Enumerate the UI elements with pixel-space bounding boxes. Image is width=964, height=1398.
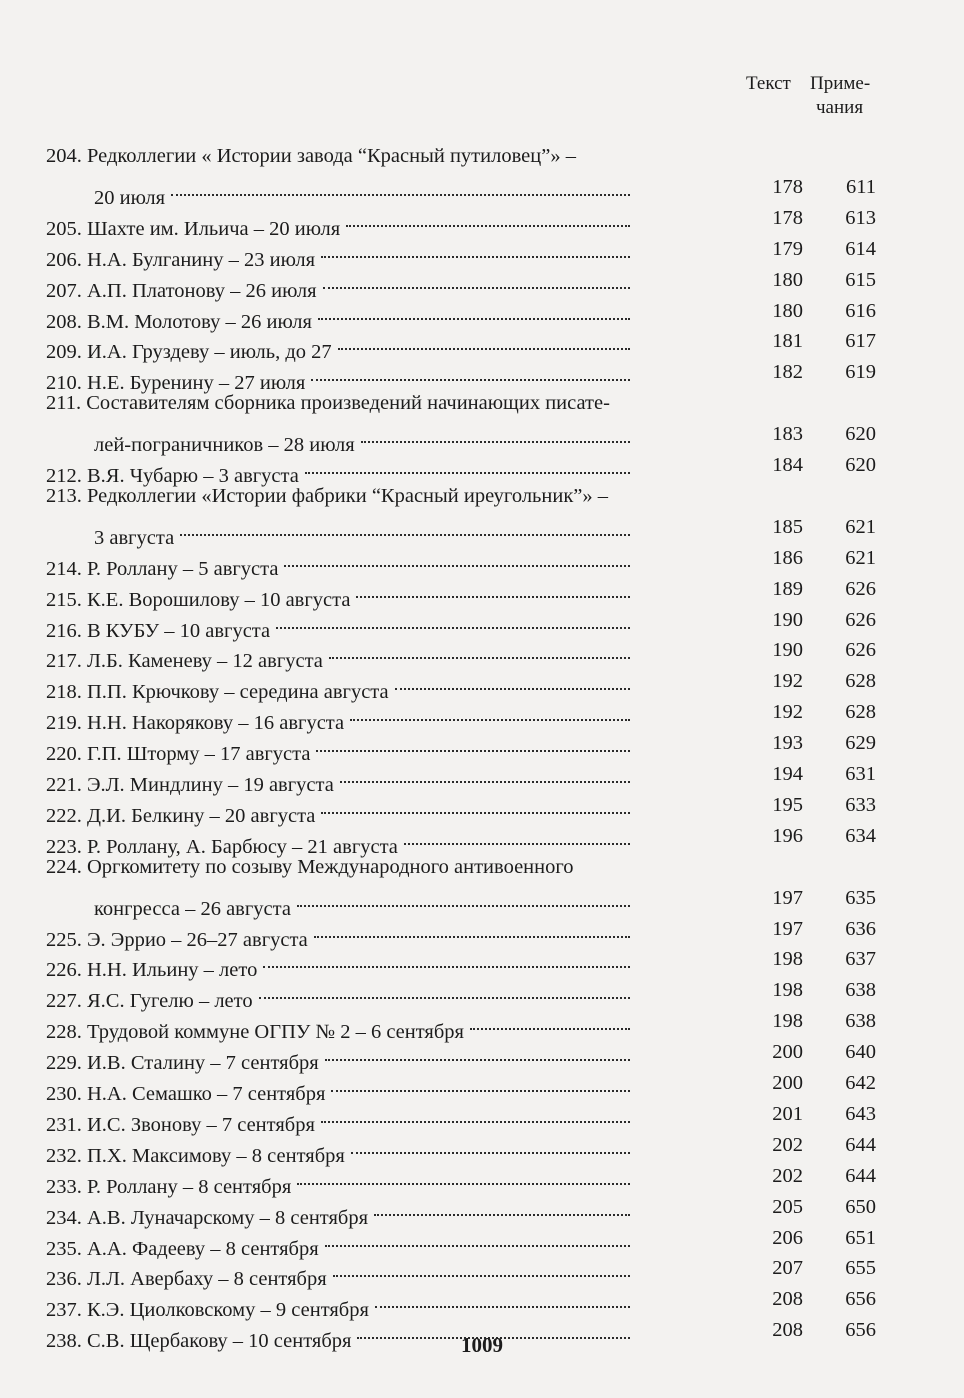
entry-title: П.Х. Максимову – 8 сентября [87, 1144, 345, 1167]
entry-title: Н.А. Булганину – 23 июля [87, 248, 316, 271]
entry-title: Н.Е. Буренину – 27 июля [87, 372, 306, 395]
entry-title: 3 августа [94, 526, 175, 549]
notes-page-number: 656 [845, 1319, 876, 1342]
notes-page-number: 628 [845, 670, 876, 693]
notes-page-number: 626 [845, 608, 876, 631]
notes-page-number: 617 [845, 330, 876, 353]
dot-leader [346, 195, 630, 227]
text-page-number: 181 [772, 330, 803, 353]
dot-leader [325, 1215, 630, 1247]
entry-number: 214. [46, 557, 82, 580]
index-entry-line [46, 821, 876, 858]
dot-leader [311, 349, 630, 381]
dot-leader [375, 1276, 630, 1308]
dot-leader [351, 1122, 630, 1154]
text-page-number: 190 [772, 608, 803, 631]
entry-number: 212. [46, 465, 82, 487]
notes-page-number: 619 [845, 361, 876, 384]
notes-page-number: 626 [845, 639, 876, 662]
text-page-number: 202 [772, 1133, 803, 1156]
text-page-number: 201 [772, 1102, 803, 1125]
entry-title: Р. Роллану – 5 августа [87, 557, 279, 580]
entry-number: 227. [46, 990, 82, 1013]
entry-title: Шахте им. Ильича – 20 июля [87, 217, 341, 240]
entry-title: К.Е. Ворошилову – 10 августа [87, 588, 351, 611]
notes-page-number: 620 [845, 454, 876, 476]
text-page-number: 178 [772, 175, 803, 198]
entry-number: 220. [46, 743, 82, 766]
text-page-number: 185 [772, 515, 803, 538]
entry-number: 233. [46, 1175, 82, 1198]
text-page-number: 189 [772, 577, 803, 600]
dot-leader [263, 936, 630, 968]
text-page-number: 205 [772, 1195, 803, 1218]
dot-leader [356, 566, 630, 598]
entry-number: 213. [46, 484, 82, 507]
dot-leader [323, 257, 630, 289]
dot-leader [318, 288, 630, 320]
notes-page-number: 644 [845, 1164, 876, 1187]
notes-page-number: 638 [845, 979, 876, 1002]
dot-leader [338, 318, 630, 350]
entry-title: Р. Роллану – 8 сентября [87, 1175, 292, 1198]
notes-page-number: 635 [845, 886, 876, 909]
entry-number: 222. [46, 804, 82, 827]
dot-leader [361, 411, 630, 443]
notes-page-number: 650 [845, 1195, 876, 1218]
notes-page-number: 655 [845, 1257, 876, 1280]
text-page-number: 186 [772, 546, 803, 569]
dot-leader [331, 1060, 630, 1092]
entry-number: 224. [46, 855, 82, 878]
text-page-number: 208 [772, 1288, 803, 1311]
text-page-number: 198 [772, 1010, 803, 1033]
text-page-number: 208 [772, 1319, 803, 1342]
notes-page-number: 644 [845, 1133, 876, 1156]
entry-title: И.В. Сталину – 7 сентября [87, 1052, 319, 1075]
notes-page-number: 651 [845, 1226, 876, 1249]
notes-page-number: 638 [845, 1010, 876, 1033]
entry-title: конгресса – 26 августа [94, 897, 291, 920]
text-page-number: 200 [772, 1072, 803, 1094]
notes-page-number: 637 [845, 948, 876, 971]
text-page-number: 196 [772, 824, 803, 847]
notes-page-number: 621 [845, 546, 876, 569]
notes-page-number: 631 [845, 763, 876, 785]
entry-number: 207. [46, 279, 82, 302]
entry-title: Н.А. Семашко – 7 сентября [87, 1083, 326, 1105]
entry-title: В.М. Молотову – 26 июля [87, 310, 312, 333]
entry-number: 208. [46, 310, 82, 333]
entry-number: 215. [46, 588, 82, 611]
dot-leader [305, 442, 630, 474]
dot-leader [297, 1153, 630, 1185]
entry-number: 232. [46, 1144, 82, 1167]
text-page-number: 192 [772, 701, 803, 724]
entry-number: 235. [46, 1237, 82, 1260]
dot-leader [171, 164, 630, 196]
text-page-number: 198 [772, 948, 803, 971]
notes-page-number: 629 [845, 732, 876, 755]
notes-page-number: 633 [845, 793, 876, 816]
entry-number: 204. [46, 145, 82, 167]
entry-title: Л.Л. Авербаху – 8 сентября [87, 1268, 327, 1291]
notes-page-number: 643 [845, 1102, 876, 1125]
notes-page-number: 642 [845, 1072, 876, 1094]
dot-leader [470, 998, 630, 1030]
entry-number: 230. [46, 1083, 82, 1105]
notes-page-number: 621 [845, 515, 876, 538]
entry-number: 223. [46, 835, 82, 858]
entry-title: Редколлегии « Истории завода “Красный путиловец”» – [87, 145, 576, 167]
text-page-number: 180 [772, 299, 803, 322]
entry-title: И.С. Звонову – 7 сентября [87, 1113, 315, 1136]
text-page-number: 202 [772, 1164, 803, 1187]
entry-number: 238. [46, 1330, 82, 1353]
text-page-number: 180 [772, 268, 803, 291]
entry-title: Г.П. Штормy – 17 августа [87, 743, 311, 766]
entry-title: А.В. Луначарскому – 8 сентября [87, 1206, 369, 1229]
dot-leader [325, 1029, 630, 1061]
index-entry-line [46, 450, 876, 487]
dot-leader [404, 813, 630, 845]
entry-title: Оргкомитету по созыву Международного антивоенного [87, 855, 574, 878]
column-header-notes-line2: чания [816, 97, 864, 118]
entry-title: П.П. Крючкову – середина августа [87, 681, 389, 704]
text-page-number: 182 [772, 361, 803, 384]
entry-number: 209. [46, 341, 82, 364]
entry-title: Р. Роллану, А. Барбюсу – 21 августа [87, 835, 398, 858]
text-page-number: 197 [772, 886, 803, 909]
entry-title: Составителям сборника произведений начинающих писате- [86, 392, 610, 415]
entry-title: А.П. Платонову – 26 июля [87, 279, 317, 302]
dot-leader [395, 658, 630, 690]
text-page-number: 190 [772, 639, 803, 662]
entry-title: Трудовой коммуне ОГПУ № 2 – 6 сентября [87, 1021, 464, 1044]
column-header-notes-line1: Приме- [810, 73, 871, 94]
text-page-number: 192 [772, 670, 803, 693]
dot-leader [333, 1245, 630, 1277]
notes-page-number: 614 [845, 237, 876, 260]
notes-page-number: 616 [845, 299, 876, 322]
entry-number: 228. [46, 1021, 82, 1044]
entry-number: 216. [46, 619, 82, 642]
entry-title: С.В. Щербакову – 10 сентября [87, 1330, 352, 1353]
dot-leader [321, 226, 630, 258]
dot-leader [314, 906, 630, 938]
entry-number: 231. [46, 1113, 82, 1136]
text-page-number: 184 [772, 454, 803, 476]
page-number: 1009 [461, 1333, 503, 1357]
entry-title: лей-пограничников – 28 июля [94, 434, 355, 457]
dot-leader [276, 597, 630, 629]
text-page-number: 183 [772, 423, 803, 446]
dot-leader [259, 967, 630, 999]
entry-number: 237. [46, 1299, 82, 1322]
entry-number: 234. [46, 1206, 82, 1229]
entry-title: Э. Эррио – 26–27 августа [87, 928, 308, 951]
notes-page-number: 626 [845, 577, 876, 600]
entry-title: 20 июля [94, 186, 166, 209]
entry-title: Я.С. Гугелю – лето [87, 990, 253, 1013]
dot-leader [340, 751, 630, 783]
entry-title: В КУБУ – 10 августа [87, 619, 271, 642]
entry-title: В.Я. Чубарю – 3 августа [87, 465, 299, 487]
text-page-number: 197 [772, 917, 803, 940]
column-header-text: Текст [746, 73, 791, 94]
entry-title: Э.Л. Миндлину – 19 августа [87, 774, 334, 796]
index-entry-line [46, 975, 876, 1013]
entry-title: Н.Н. Накорякову – 16 августа [87, 712, 345, 735]
dot-leader [321, 782, 630, 814]
text-page-number: 200 [772, 1041, 803, 1064]
notes-page-number: 634 [845, 824, 876, 847]
entry-number: 226. [46, 959, 82, 982]
notes-page-number: 615 [845, 268, 876, 291]
entry-title: Л.Б. Каменеву – 12 августа [87, 650, 323, 673]
notes-page-number: 613 [845, 206, 876, 229]
text-page-number: 195 [772, 793, 803, 816]
entry-number: 211. [46, 392, 82, 415]
notes-page-number: 640 [845, 1041, 876, 1064]
text-page-number: 179 [772, 237, 803, 260]
notes-page-number: 656 [845, 1288, 876, 1311]
entry-number: 218. [46, 681, 82, 704]
entry-number: 205. [46, 217, 82, 240]
dot-leader [297, 875, 630, 907]
dot-leader [329, 627, 630, 659]
dot-leader [350, 689, 630, 721]
text-page-number: 193 [772, 732, 803, 755]
notes-page-number: 628 [845, 701, 876, 724]
dot-leader [284, 535, 630, 567]
dot-leader [374, 1184, 630, 1216]
entry-title: Н.Н. Ильину – лето [87, 959, 258, 982]
notes-page-number: 620 [845, 423, 876, 446]
dot-leader [316, 720, 630, 752]
entry-number: 206. [46, 248, 82, 271]
text-page-number: 206 [772, 1226, 803, 1249]
entry-title: Д.И. Белкину – 20 августа [87, 804, 316, 827]
text-page-number: 198 [772, 979, 803, 1002]
index-entry-line [46, 357, 876, 395]
entry-number: 229. [46, 1052, 82, 1075]
entry-number: 221. [46, 774, 82, 796]
entry-number: 219. [46, 712, 82, 735]
entry-title: Редколлегии «Истории фабрики “Красный иреугольник”» – [87, 484, 609, 507]
column-header-notes [810, 72, 870, 120]
dot-leader [321, 1091, 630, 1123]
entry-number: 225. [46, 928, 82, 951]
dot-leader [180, 504, 630, 536]
entry-number: 210. [46, 372, 82, 395]
notes-page-number: 636 [845, 917, 876, 940]
entry-number: 236. [46, 1268, 82, 1291]
entry-title: К.Э. Циолковскому – 9 сентября [87, 1299, 369, 1322]
notes-page-number: 611 [846, 175, 876, 198]
entry-number: 217. [46, 650, 82, 673]
text-page-number: 178 [772, 206, 803, 229]
text-page-number: 207 [772, 1257, 803, 1280]
text-page-number: 194 [772, 763, 803, 785]
entry-title: А.А. Фадееву – 8 сентября [87, 1237, 319, 1260]
entry-title: И.А. Груздеву – июль, до 27 [87, 341, 332, 364]
